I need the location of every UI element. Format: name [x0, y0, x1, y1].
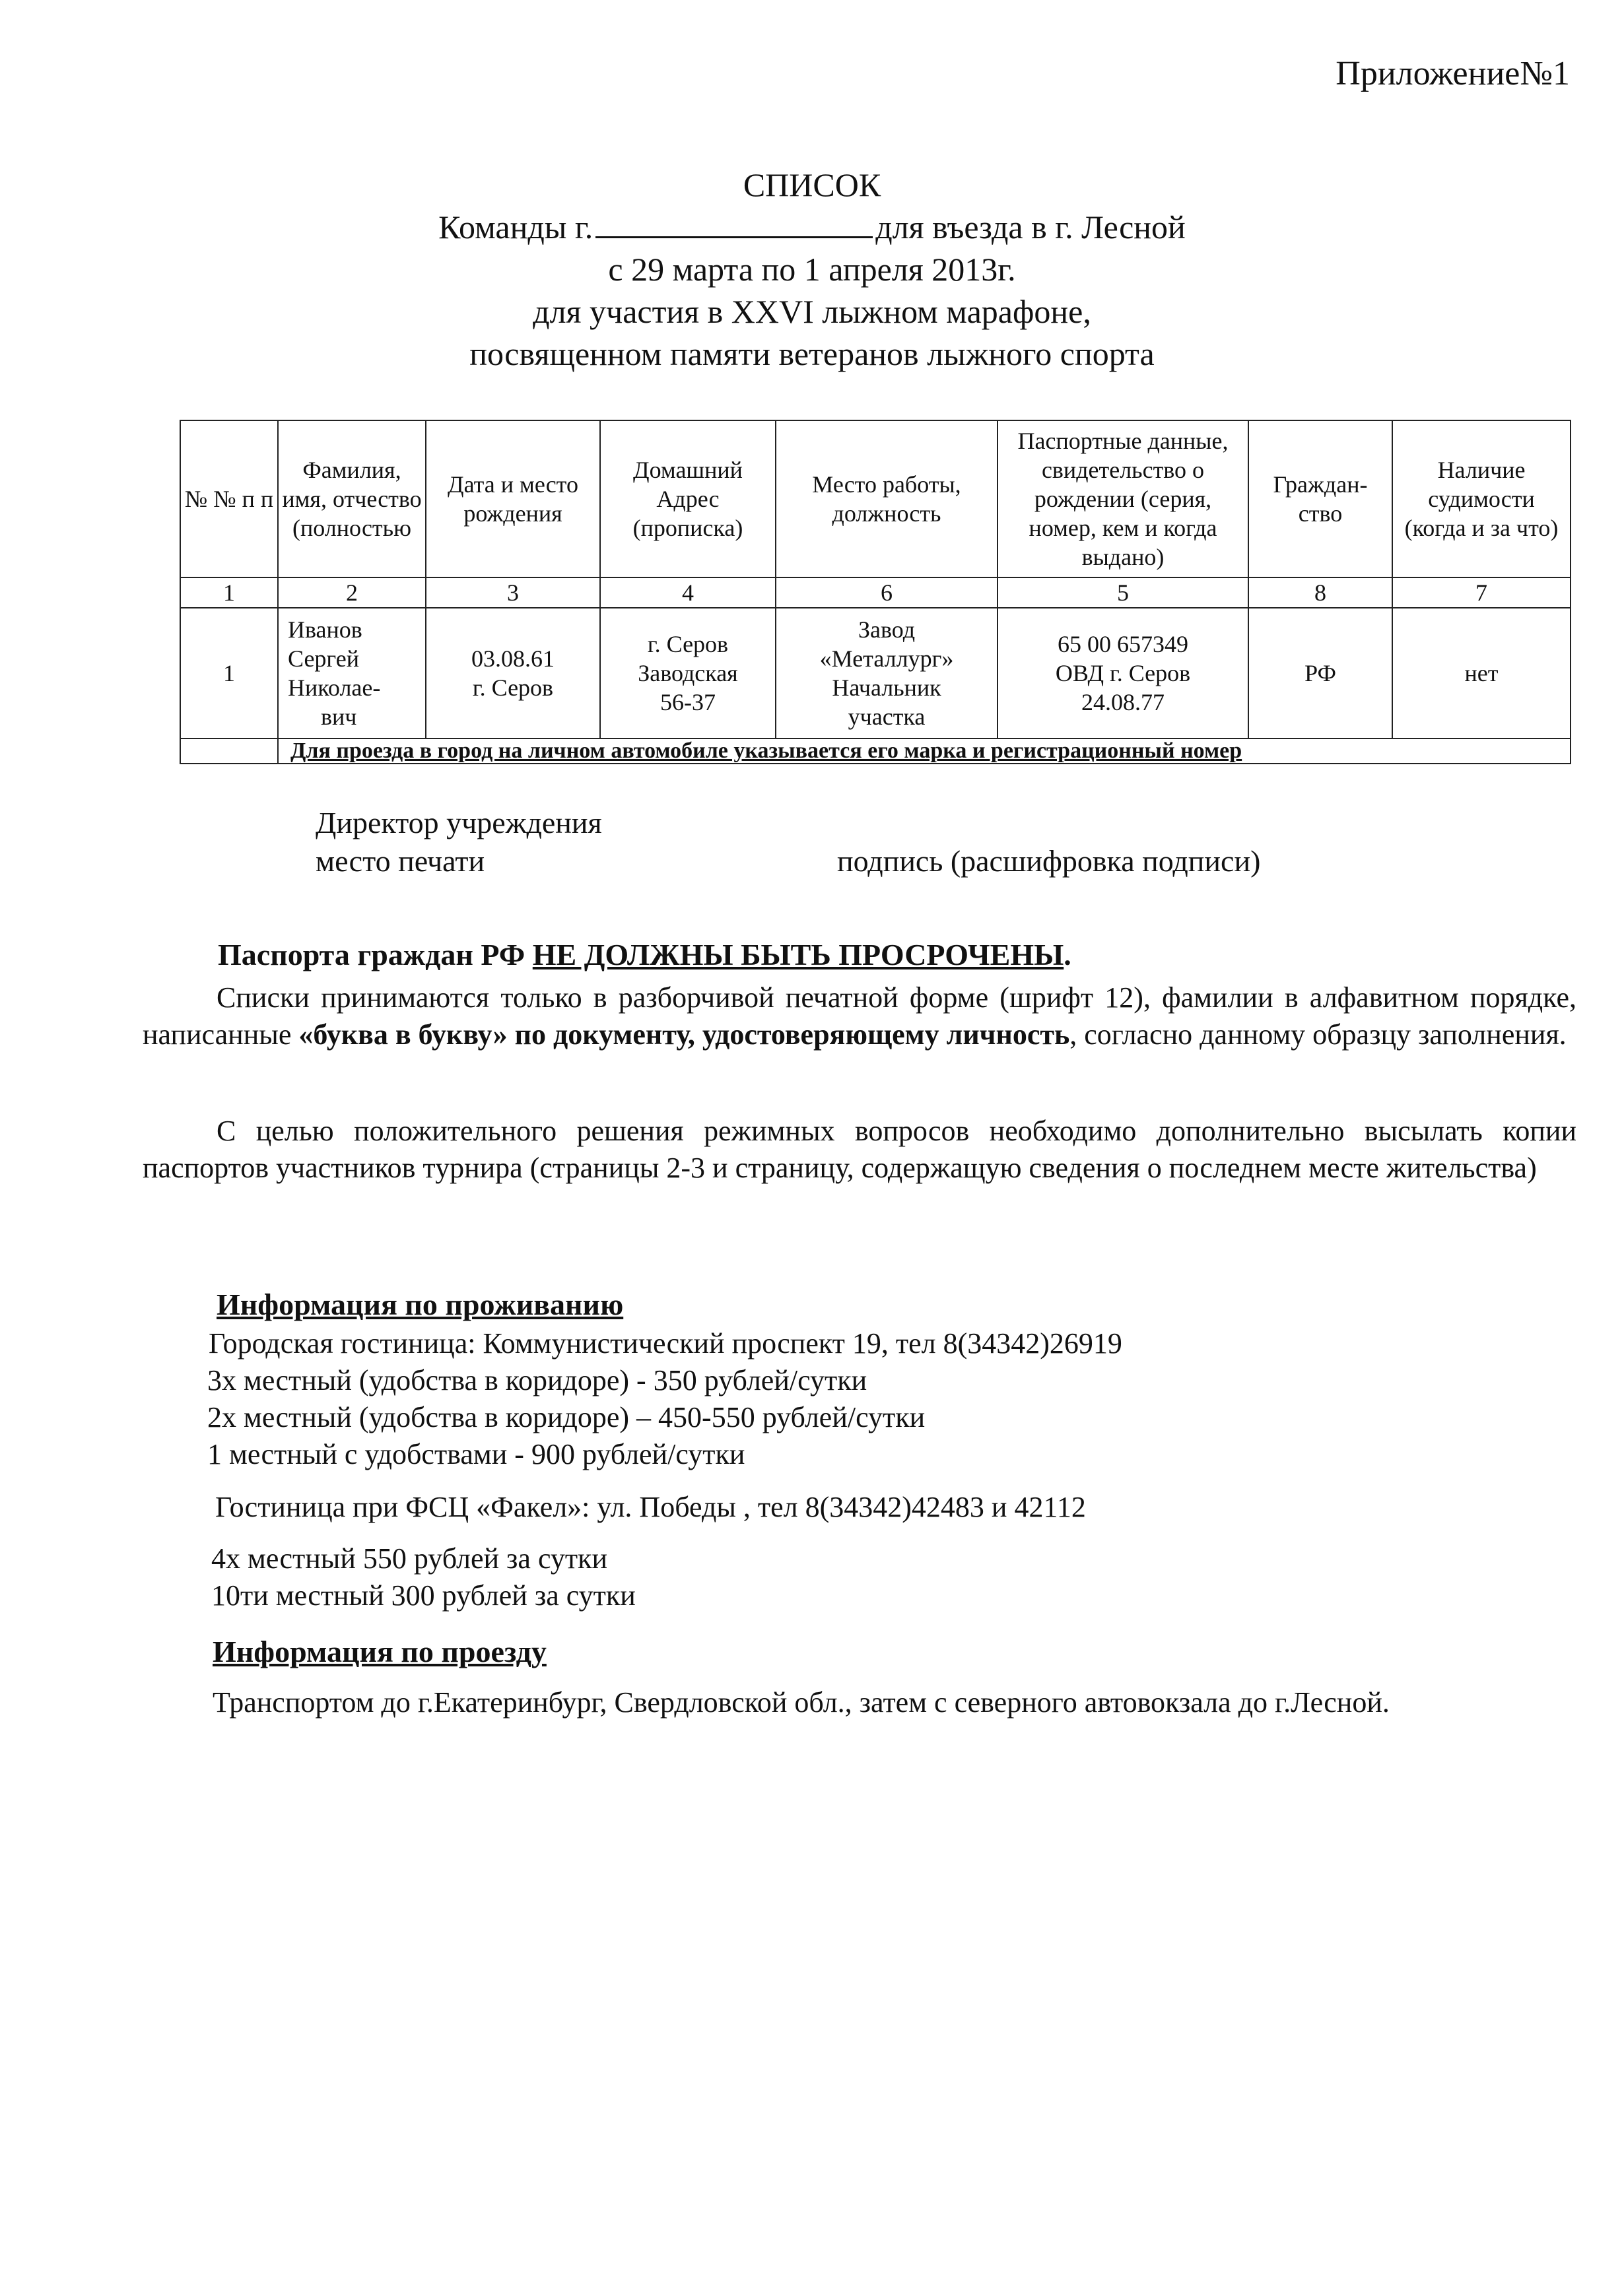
car-note: Для проезда в город на личном автомобиле указывается его марка и регистрационный номер: [278, 738, 1571, 764]
col-number: 3: [426, 577, 600, 608]
passport-line: ОВД г. Серов: [1055, 660, 1191, 686]
para1-text: Списки принимаются только в разборчивой печатной форме (шрифт 12), фамилии в алфавитном порядке, написанные: [143, 981, 1576, 1051]
col-number: 5: [998, 577, 1248, 608]
stamp-place: место печати: [316, 844, 485, 878]
name-line: вич: [321, 704, 357, 730]
hotel1-line: 3х местный (удобства в коридоре) - 350 рублей/сутки: [207, 1364, 867, 1396]
hotel1-info: [209, 1325, 1122, 1473]
hotel2-room-line: 4х местный 550 рублей за сутки: [211, 1542, 608, 1575]
note-empty-cell: [180, 738, 278, 764]
passport-copies-paragraph: С целью положительного решения режимных вопросов необходимо дополнительно высылать копии паспортов участников турнира (страницы 2-3 и страницу, содержащую сведения о последнем месте жительства): [143, 1115, 1576, 1184]
warning-prefix: Паспорта граждан РФ: [218, 938, 533, 971]
col-number: 1: [180, 577, 278, 608]
warning-suffix: .: [1064, 938, 1071, 971]
birth-place: г. Серов: [472, 674, 554, 701]
work-line: Начальник: [832, 674, 941, 701]
name-line: Николае-: [288, 674, 381, 701]
title-line-2-suffix: для въезда в г. Лесной: [875, 209, 1186, 246]
document-title: [0, 164, 1624, 375]
col-number: 7: [1392, 577, 1571, 608]
title-line-4: для участия в XXVI лыжном марафоне,: [533, 293, 1091, 330]
col-number: 6: [776, 577, 998, 608]
address-line: 56-37: [660, 689, 716, 715]
name-line: Иванов: [288, 616, 362, 643]
table-header-row: [180, 420, 1571, 577]
hotel1-line: 2х местный (удобства в коридоре) – 450-550 рублей/сутки: [207, 1401, 926, 1433]
travel-heading: Информация по проезду: [213, 1635, 547, 1668]
address-line: Заводская: [638, 660, 738, 686]
hotel1-line: 1 местный с удобствами - 900 рублей/сутки: [207, 1438, 745, 1470]
address-line: г. Серов: [647, 631, 729, 657]
title-line-2: [0, 206, 1624, 248]
title-line-2-prefix: Команды г.: [438, 209, 593, 246]
lists-requirements-paragraph: [143, 979, 1576, 1053]
passport-warning: [218, 937, 1071, 972]
team-list-table: [180, 420, 1571, 764]
header-conviction: Наличие судимости (когда и за что): [1392, 420, 1571, 577]
name-line: Сергей: [288, 645, 359, 672]
header-citizenship: Граждан-ство: [1248, 420, 1392, 577]
hotel1-line: Городская гостиница: Коммунистический проспект 19, тел 8(34342)26919: [209, 1327, 1122, 1360]
hotel2-room-line: 10ти местный 300 рублей за сутки: [211, 1579, 636, 1612]
birth-date: 03.08.61: [471, 645, 555, 672]
passport-line: 24.08.77: [1081, 689, 1165, 715]
header-birth: Дата и место рождения: [426, 420, 600, 577]
director-title: Директор учреждения: [316, 806, 602, 839]
header-address: Домашний Адрес (прописка): [600, 420, 776, 577]
cell-birth: [426, 608, 600, 738]
cell-work: [776, 608, 998, 738]
col-number: 8: [1248, 577, 1392, 608]
work-line: участка: [848, 704, 926, 730]
work-line: Завод: [858, 616, 916, 643]
col-number: 4: [600, 577, 776, 608]
table-note-row: [180, 738, 1571, 764]
appendix-label: Приложение№1: [1336, 55, 1570, 92]
cell-number: 1: [180, 608, 278, 738]
title-line-3: с 29 марта по 1 апреля 2013г.: [608, 251, 1016, 288]
accommodation-heading: Информация по проживанию: [217, 1288, 624, 1321]
title-line-5: посвященном памяти ветеранов лыжного спорта: [469, 335, 1155, 372]
city-blank-field: [595, 206, 873, 238]
para1-bold: «буква в букву» по документу, удостоверяющему личность: [298, 1018, 1070, 1051]
cell-passport: [998, 608, 1248, 738]
header-passport: Паспортные данные, свидетельство о рождении (серия, номер, кем и когда выдано): [998, 420, 1248, 577]
table-row: [180, 608, 1571, 738]
header-work: Место работы, должность: [776, 420, 998, 577]
header-full-name: Фамилия, имя, отчество (полностью: [278, 420, 426, 577]
para1-text-end: , согласно данному образцу заполнения.: [1069, 1018, 1567, 1051]
work-line: «Металлург»: [819, 645, 954, 672]
title-line-1: СПИСОК: [743, 166, 881, 203]
col-number: 2: [278, 577, 426, 608]
hotel2-info: Гостиница при ФСЦ «Факел»: ул. Победы , тел 8(34342)42483 и 42112: [215, 1491, 1086, 1523]
warning-underlined: НЕ ДОЛЖНЫ БЫТЬ ПРОСРОЧЕНЫ: [532, 938, 1064, 971]
director-block: [316, 804, 602, 880]
passport-line: 65 00 657349: [1058, 631, 1188, 657]
header-number: № № п п: [180, 420, 278, 577]
column-numbers-row: [180, 577, 1571, 608]
cell-full-name: [278, 608, 426, 738]
cell-citizenship: РФ: [1248, 608, 1392, 738]
cell-address: [600, 608, 776, 738]
cell-conviction: нет: [1392, 608, 1571, 738]
hotel2-rooms: [211, 1540, 636, 1614]
signature-label: подпись (расшифровка подписи): [837, 844, 1261, 878]
travel-info: Транспортом до г.Екатеринбург, Свердловской обл., затем с северного автовокзала до г.Лесной.: [213, 1686, 1390, 1719]
